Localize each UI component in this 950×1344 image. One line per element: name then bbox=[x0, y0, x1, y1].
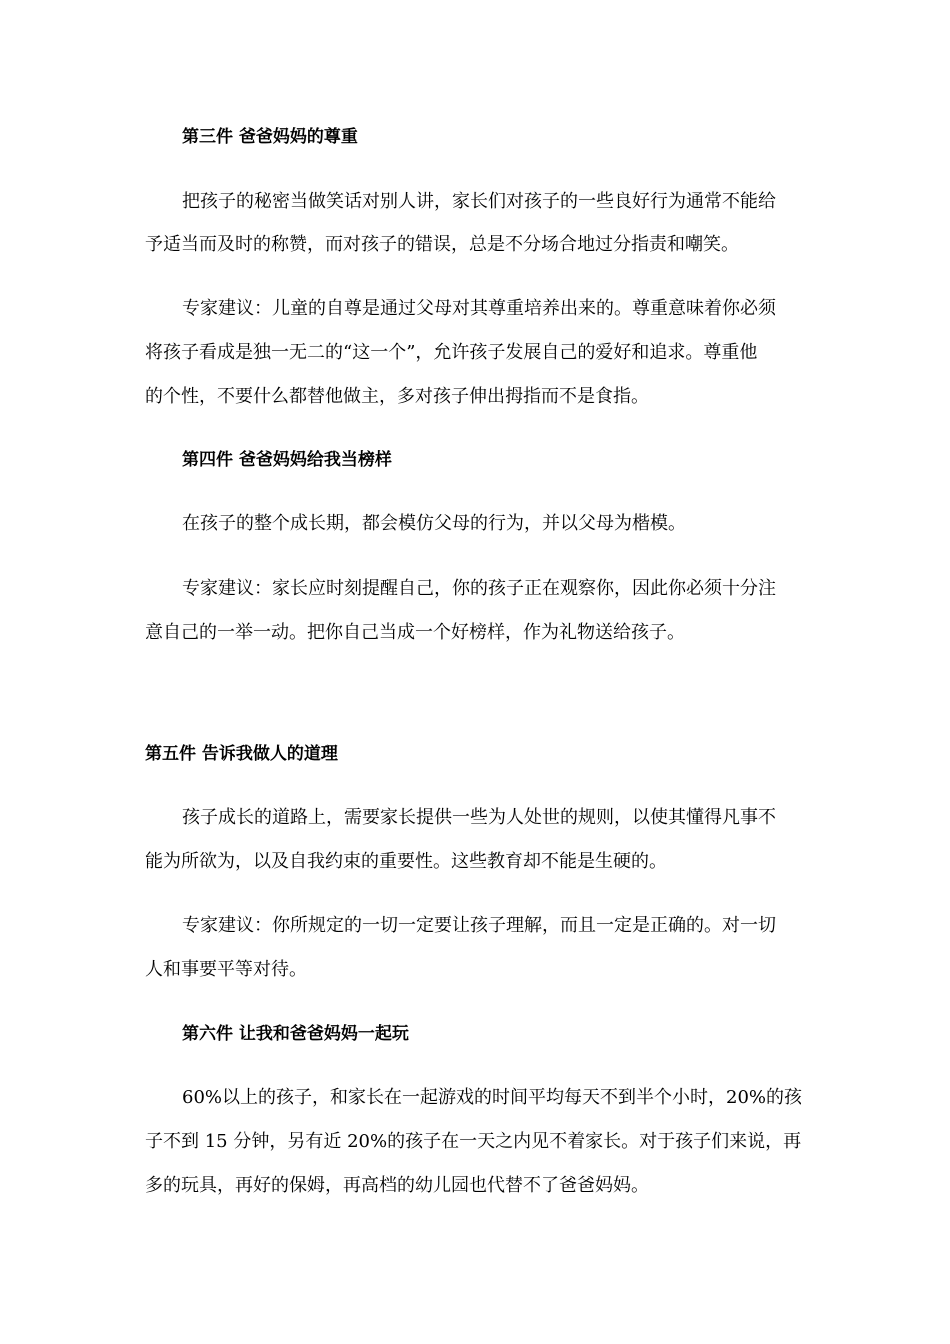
paragraph-line: 能为所欲为，以及自我约束的重要性。这些教育却不能是生硬的。 bbox=[145, 851, 667, 872]
paragraph-line: 60%以上的孩子，和家长在一起游戏的时间平均每天不到半个小时，20%的孩 bbox=[182, 1087, 803, 1108]
paragraph-line: 子不到 15 分钟，另有近 20%的孩子在一天之内见不着家长。对于孩子们来说，再 bbox=[145, 1131, 802, 1152]
section-heading: 第四件 爸爸妈妈给我当榜样 bbox=[182, 450, 392, 470]
paragraph-line: 意自己的一举一动。把你自己当成一个好榜样，作为礼物送给孩子。 bbox=[145, 622, 685, 643]
section-heading: 第六件 让我和爸爸妈妈一起玩 bbox=[182, 1024, 409, 1044]
paragraph-line: 孩子成长的道路上，需要家长提供一些为人处世的规则，以使其懂得凡事不 bbox=[182, 807, 776, 828]
paragraph-line: 专家建议：家长应时刻提醒自己，你的孩子正在观察你，因此你必须十分注 bbox=[182, 578, 776, 599]
paragraph-line: 将孩子看成是独一无二的“这一个”，允许孩子发展自己的爱好和追求。尊重他 bbox=[145, 342, 758, 363]
paragraph-line: 人和事要平等对待。 bbox=[145, 959, 307, 980]
section-heading: 第五件 告诉我做人的道理 bbox=[145, 744, 338, 764]
paragraph-line: 多的玩具，再好的保姆，再高档的幼儿园也代替不了爸爸妈妈。 bbox=[145, 1175, 649, 1196]
paragraph-line: 专家建议：儿童的自尊是通过父母对其尊重培养出来的。尊重意味着你必须 bbox=[182, 298, 776, 319]
paragraph-line: 把孩子的秘密当做笑话对别人讲，家长们对孩子的一些良好行为通常不能给 bbox=[182, 191, 776, 212]
paragraph-line: 的个性，不要什么都替他做主，多对孩子伸出拇指而不是食指。 bbox=[145, 386, 649, 407]
paragraph-line: 在孩子的整个成长期，都会模仿父母的行为，并以父母为楷模。 bbox=[182, 513, 686, 534]
paragraph-line: 专家建议：你所规定的一切一定要让孩子理解，而且一定是正确的。对一切 bbox=[182, 915, 776, 936]
paragraph-line: 予适当而及时的称赞，而对孩子的错误，总是不分场合地过分指责和嘲笑。 bbox=[145, 234, 739, 255]
section-heading: 第三件 爸爸妈妈的尊重 bbox=[182, 127, 358, 147]
